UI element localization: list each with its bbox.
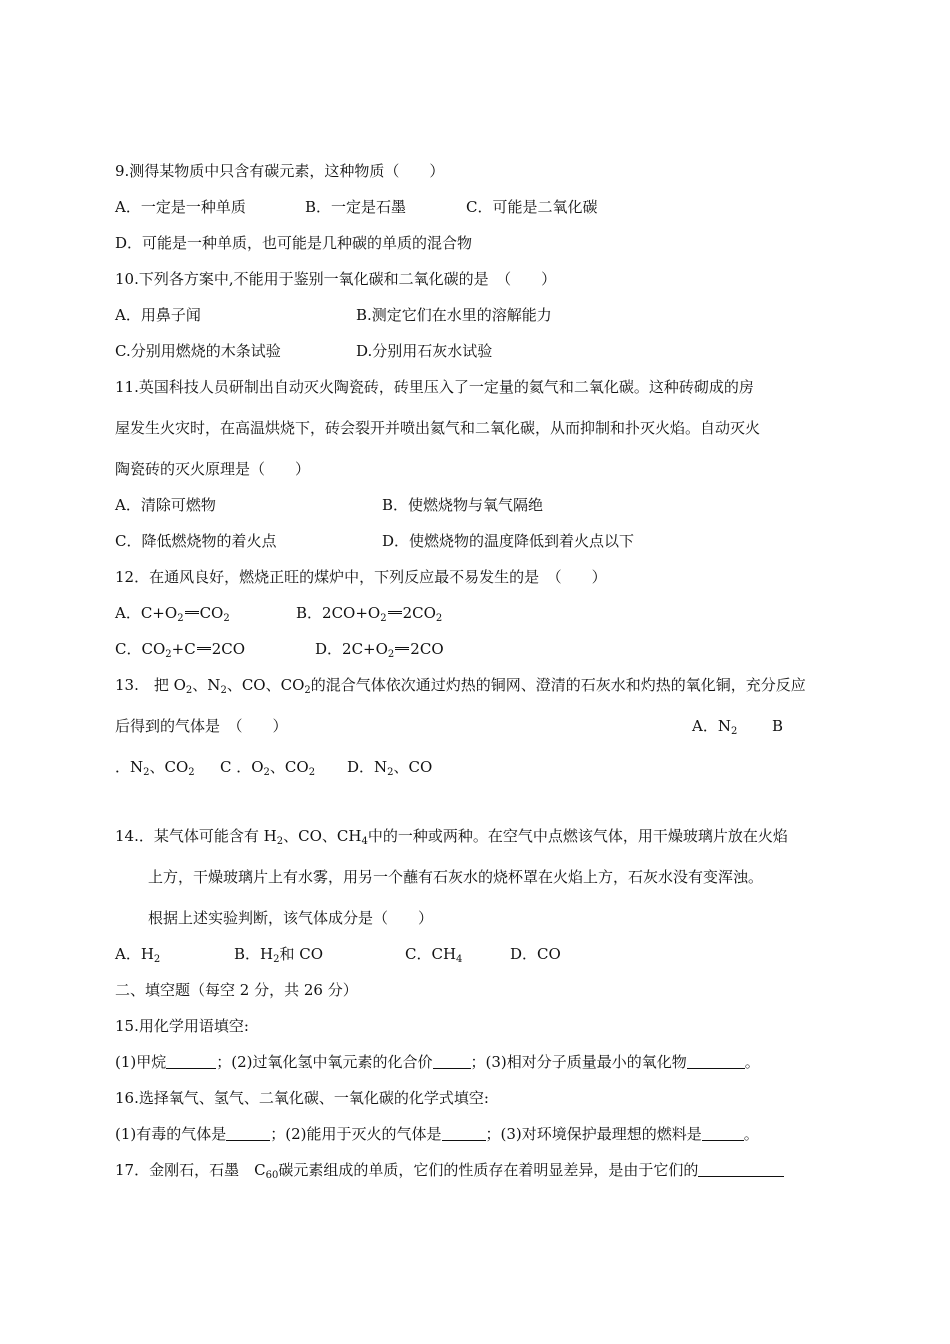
q13-option-c: C ．$O_2$、$CO_2$ [220, 758, 316, 778]
q11-stem-line3: 陶瓷砖的灭火原理是（ ） [115, 460, 311, 478]
section-heading: 二、填空题（每空 2 分，共 26 分） [115, 981, 358, 999]
answer-blank[interactable] [433, 1054, 471, 1069]
q14-stem-line3: 根据上述实验判断，该气体成分是（ ） [148, 909, 434, 927]
q11-option-d: D．使燃烧物的温度降低到着火点以下 [382, 532, 635, 550]
q13-option-b: ．$N_2$、$CO_2$ [115, 758, 195, 778]
q13-option-d: D．$N_2$、CO [347, 758, 433, 778]
q9-option-d: D．可能是一种单质，也可能是几种碳的单质的混合物 [115, 234, 473, 252]
q10-option-d: D.分别用石灰水试验 [356, 342, 493, 360]
q16-stem: 16.选择氧气、氢气、二氧化碳、一氧化碳的化学式填空: [115, 1089, 489, 1107]
answer-blank[interactable] [702, 1126, 744, 1141]
q11-option-c: C．降低燃烧物的着火点 [115, 532, 277, 550]
q16-line: (1)有毒的气体是 ；(2)能用于灭火的气体是 ；(3)对环境保护最理想的燃料是 。 [115, 1125, 759, 1143]
q11-option-a: A．清除可燃物 [115, 496, 216, 514]
q15-line: (1)甲烷 ；(2)过氧化氢中氧元素的化合价 ；(3)相对分子质量最小的氧化物 。 [115, 1053, 760, 1071]
q10-stem: 10.下列各方案中,不能用于鉴别一氧化碳和二氧化碳的是 （ ） [115, 270, 557, 288]
q14-option-d: D．CO [510, 945, 561, 963]
q9-stem: 9.测得某物质中只含有碳元素，这种物质（ ） [115, 162, 445, 180]
answer-blank[interactable] [442, 1126, 486, 1141]
q14-option-b: B．$H_2$和 CO [234, 945, 324, 965]
q12-option-c: C．$CO_2+C$ 2CO [115, 640, 246, 660]
q9-option-a: A．一定是一种单质 [115, 198, 246, 216]
q14-option-c: C．$CH_4$ [405, 945, 463, 965]
q15-stem: 15.用化学用语填空: [115, 1017, 249, 1035]
answer-blank[interactable] [166, 1054, 216, 1069]
equals-sign-icon [388, 611, 402, 614]
q12-option-b: B．$2CO+O_2$ $2CO_2$ [296, 604, 443, 624]
q9-option-c: C．可能是二氧化碳 [466, 198, 598, 216]
q13-option-b-letter: B [772, 717, 784, 735]
q17-stem: 17．金刚石，石墨 $C_{60}$碳元素组成的单质，它们的性质存在着明显差异，是由于它们的 [115, 1160, 784, 1180]
q11-stem-line2: 屋发生火灾时，在高温烘烧下，砖会裂开并喷出氦气和二氧化碳，从而抑制和扑灭火焰。自动灭火 [115, 419, 761, 437]
q13-stem-line2: 后得到的气体是 （ ） [115, 717, 288, 735]
answer-blank[interactable] [687, 1054, 745, 1069]
q14-stem-line1: 14.．某气体可能含有 $H_2$、CO、$CH_4$中的一种或两种。在空气中点燃该气体，用干燥玻璃片放在火焰 [115, 827, 788, 847]
q13-stem-line1: 13. 把 $O_2$、$N_2$、CO、$CO_2$的混合气体依次通过灼热的铜网、澄清的石灰水和灼热的氧化铜，充分反应 [115, 676, 806, 696]
q13-option-a: A．$N_2$ [692, 717, 738, 737]
answer-blank[interactable] [226, 1126, 270, 1141]
q9-option-b: B．一定是石墨 [305, 198, 407, 216]
q14-option-a: A．$H_2$ [115, 945, 161, 965]
equals-sign-icon [185, 611, 199, 614]
equals-sign-icon [395, 647, 409, 650]
q12-option-a: A．$C+O_2$ $CO_2$ [115, 604, 230, 624]
q10-option-b: B.测定它们在水里的溶解能力 [356, 306, 552, 324]
q11-option-b: B．使燃烧物与氧气隔绝 [382, 496, 544, 514]
q14-stem-line2: 上方，干燥玻璃片上有水雾，用另一个蘸有石灰水的烧杯罩在火焰上方，石灰水没有变浑浊。 [148, 868, 764, 886]
q11-stem-line1: 11.英国科技人员研制出自动灭火陶瓷砖，砖里压入了一定量的氦气和二氧化碳。这种砖砌成的房 [115, 378, 754, 396]
equals-sign-icon [197, 647, 211, 650]
q10-option-c: C.分别用燃烧的木条试验 [115, 342, 281, 360]
q12-option-d: D．$2C+O_2$ 2CO [315, 640, 444, 660]
q10-option-a: A．用鼻子闻 [115, 306, 201, 324]
q12-stem: 12．在通风良好，燃烧正旺的煤炉中，下列反应最不易发生的是 （ ） [115, 568, 607, 586]
answer-blank[interactable] [698, 1162, 784, 1177]
